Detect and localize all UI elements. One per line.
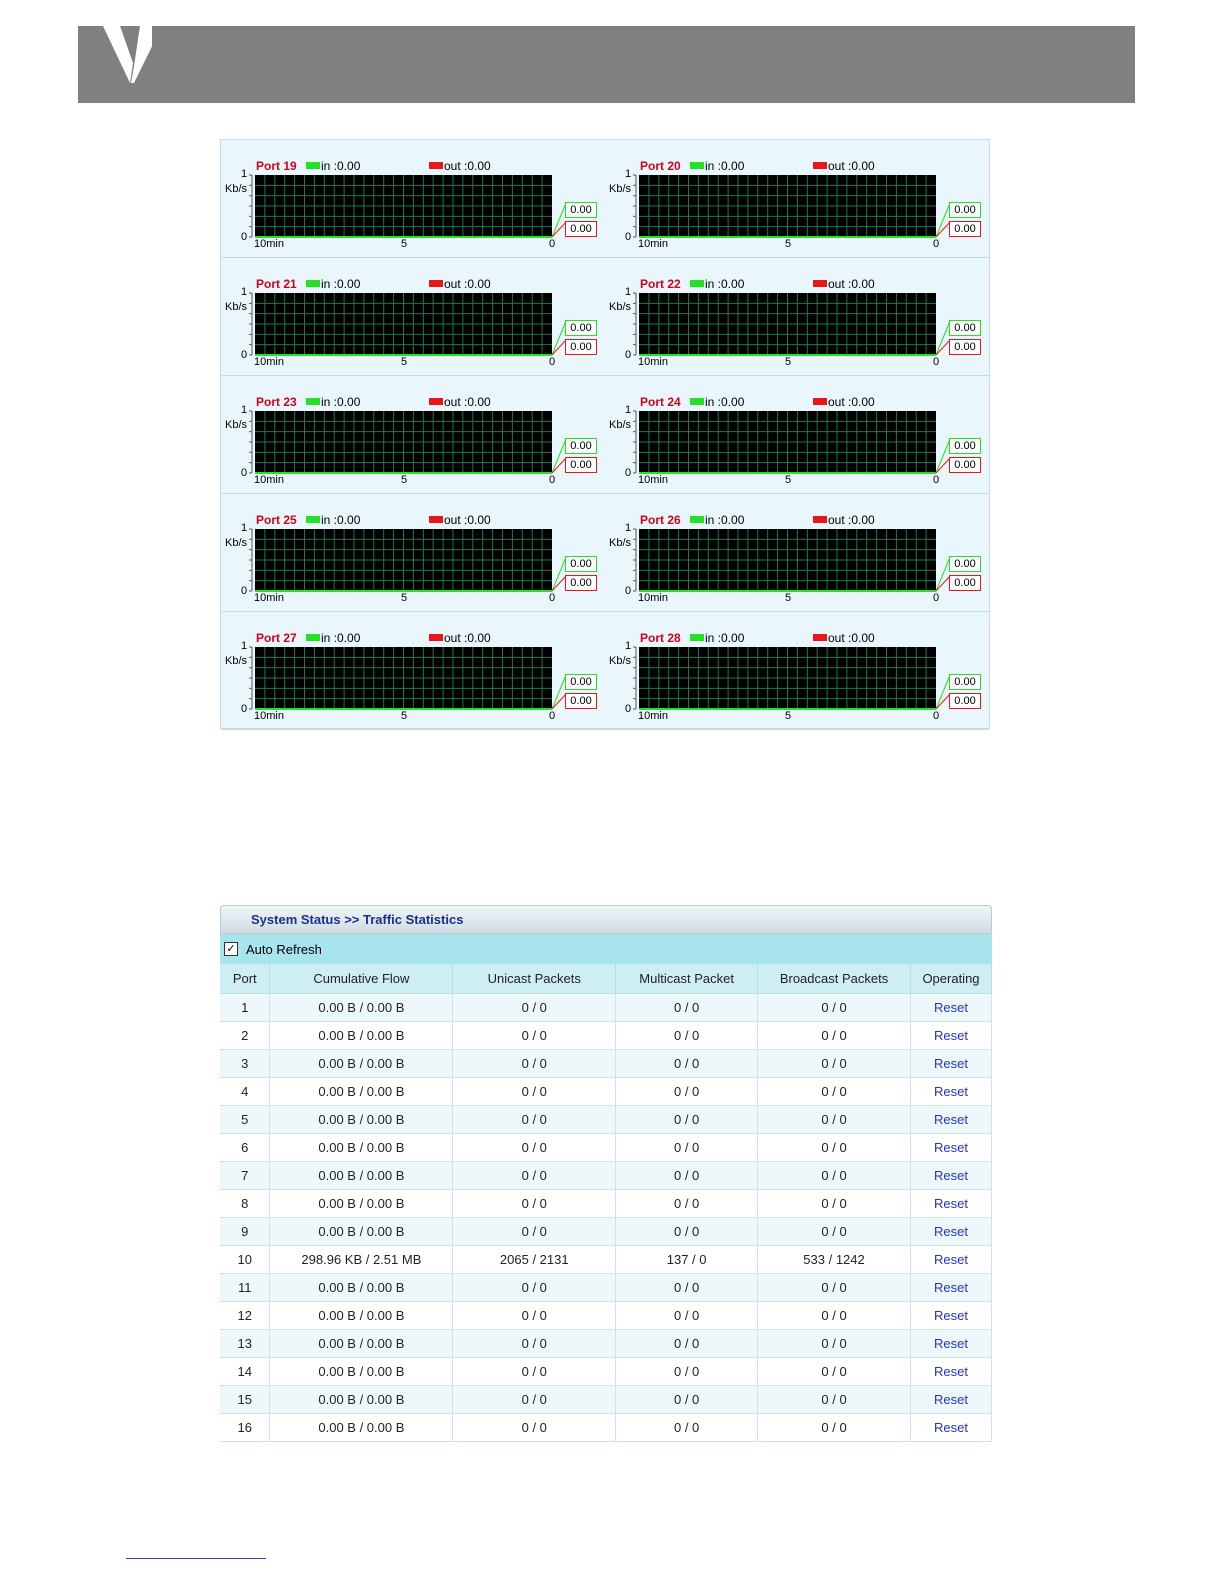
table-cell: 0.00 B / 0.00 B bbox=[270, 1078, 453, 1106]
table-cell: 0 / 0 bbox=[758, 994, 911, 1022]
table-cell: 12 bbox=[220, 1302, 270, 1330]
out-value-box: 0.00 bbox=[565, 339, 597, 355]
table-cell: 13 bbox=[220, 1330, 270, 1358]
table-cell: 0 / 0 bbox=[453, 1050, 616, 1078]
in-value-box: 0.00 bbox=[565, 320, 597, 336]
table-row bbox=[220, 1134, 992, 1162]
table-cell: 3 bbox=[220, 1050, 270, 1078]
port-label: Port 26 bbox=[640, 513, 681, 527]
column-header: Broadcast Packets bbox=[758, 964, 911, 994]
y-unit-label: Kb/s bbox=[609, 183, 632, 195]
out-value-box: 0.00 bbox=[565, 575, 597, 591]
port-label: Port 22 bbox=[640, 277, 681, 291]
in-legend: in :0.00 bbox=[321, 513, 361, 527]
x-label-end: 0 bbox=[933, 356, 940, 368]
x-label-start: 10min bbox=[638, 592, 668, 604]
table-cell: 0 / 0 bbox=[758, 1330, 911, 1358]
in-value-pointer bbox=[552, 675, 566, 709]
table-cell: 0 / 0 bbox=[758, 1190, 911, 1218]
x-label-mid: 5 bbox=[785, 592, 792, 604]
port-graph bbox=[221, 258, 605, 376]
in-legend: in :0.00 bbox=[705, 277, 745, 291]
reset-link[interactable]: Reset bbox=[910, 1358, 991, 1386]
table-cell: 0 / 0 bbox=[616, 1106, 758, 1134]
table-cell: 0 / 0 bbox=[616, 1218, 758, 1246]
out-legend-swatch bbox=[813, 634, 827, 641]
in-legend-swatch bbox=[690, 162, 704, 169]
x-label-end: 0 bbox=[549, 356, 556, 368]
table-cell: 10 bbox=[220, 1246, 270, 1274]
out-legend-swatch bbox=[813, 280, 827, 287]
reset-link[interactable]: Reset bbox=[910, 1106, 991, 1134]
table-cell: 0.00 B / 0.00 B bbox=[270, 994, 453, 1022]
table-row bbox=[220, 1274, 992, 1302]
x-label-start: 10min bbox=[638, 710, 668, 722]
out-value-pointer bbox=[552, 576, 566, 591]
table-cell: 0.00 B / 0.00 B bbox=[270, 1134, 453, 1162]
table-cell: 0 / 0 bbox=[616, 1274, 758, 1302]
in-legend: in :0.00 bbox=[321, 395, 361, 409]
in-value-box: 0.00 bbox=[949, 320, 981, 336]
table-cell: 6 bbox=[220, 1134, 270, 1162]
in-legend-swatch bbox=[690, 398, 704, 405]
y-min-label: 0 bbox=[625, 467, 632, 479]
table-cell: 0.00 B / 0.00 B bbox=[270, 1358, 453, 1386]
out-legend: out :0.00 bbox=[444, 277, 491, 291]
table-cell: 0 / 0 bbox=[758, 1386, 911, 1414]
y-unit-label: Kb/s bbox=[225, 537, 248, 549]
x-label-end: 0 bbox=[933, 238, 940, 250]
x-label-mid: 5 bbox=[401, 238, 408, 250]
x-label-start: 10min bbox=[254, 238, 284, 250]
reset-link[interactable]: Reset bbox=[910, 1274, 991, 1302]
out-value-box: 0.00 bbox=[949, 221, 981, 237]
port-label: Port 25 bbox=[256, 513, 297, 527]
out-value-box: 0.00 bbox=[565, 457, 597, 473]
port-label: Port 19 bbox=[256, 159, 297, 173]
table-cell: 0 / 0 bbox=[616, 1302, 758, 1330]
table-cell: 5 bbox=[220, 1106, 270, 1134]
table-cell: 0 / 0 bbox=[758, 1302, 911, 1330]
table-cell: 0 / 0 bbox=[616, 1386, 758, 1414]
x-label-mid: 5 bbox=[401, 710, 408, 722]
table-cell: 11 bbox=[220, 1274, 270, 1302]
in-value-pointer bbox=[552, 203, 566, 237]
in-value-box: 0.00 bbox=[949, 674, 981, 690]
graph-row bbox=[221, 258, 989, 376]
x-label-mid: 5 bbox=[401, 356, 408, 368]
table-row bbox=[220, 1386, 992, 1414]
port-label: Port 28 bbox=[640, 631, 681, 645]
out-value-pointer bbox=[936, 694, 950, 709]
out-value-pointer bbox=[552, 222, 566, 237]
graph-row bbox=[221, 494, 989, 612]
table-cell: 0 / 0 bbox=[453, 1302, 616, 1330]
in-value-box: 0.00 bbox=[949, 556, 981, 572]
table-cell: 0.00 B / 0.00 B bbox=[270, 1162, 453, 1190]
table-cell: 0.00 B / 0.00 B bbox=[270, 1302, 453, 1330]
y-min-label: 0 bbox=[241, 467, 248, 479]
table-cell: 0 / 0 bbox=[453, 1414, 616, 1442]
reset-link[interactable]: Reset bbox=[910, 1246, 991, 1274]
reset-link[interactable]: Reset bbox=[910, 1414, 991, 1442]
table-cell: 0 / 0 bbox=[758, 1358, 911, 1386]
out-value-box: 0.00 bbox=[949, 575, 981, 591]
in-value-pointer bbox=[552, 439, 566, 473]
x-label-start: 10min bbox=[254, 474, 284, 486]
y-unit-label: Kb/s bbox=[609, 301, 632, 313]
out-legend: out :0.00 bbox=[828, 277, 875, 291]
table-cell: 0 / 0 bbox=[758, 1218, 911, 1246]
traffic-statistics-table bbox=[220, 964, 992, 1442]
reset-link[interactable]: Reset bbox=[910, 1330, 991, 1358]
table-row bbox=[220, 1162, 992, 1190]
table-cell: 0.00 B / 0.00 B bbox=[270, 1106, 453, 1134]
in-value-box: 0.00 bbox=[565, 202, 597, 218]
reset-link[interactable]: Reset bbox=[910, 994, 991, 1022]
table-cell: 0 / 0 bbox=[616, 1414, 758, 1442]
x-label-start: 10min bbox=[254, 710, 284, 722]
port-graph bbox=[605, 612, 989, 730]
out-value-pointer bbox=[936, 222, 950, 237]
table-row bbox=[220, 1358, 992, 1386]
reset-link[interactable]: Reset bbox=[910, 1050, 991, 1078]
in-legend: in :0.00 bbox=[705, 159, 745, 173]
x-label-mid: 5 bbox=[401, 592, 408, 604]
port-traffic-graphs bbox=[220, 139, 990, 729]
in-legend: in :0.00 bbox=[321, 277, 361, 291]
reset-link[interactable]: Reset bbox=[910, 1386, 991, 1414]
in-value-pointer bbox=[552, 557, 566, 591]
y-min-label: 0 bbox=[625, 703, 632, 715]
table-row bbox=[220, 1190, 992, 1218]
traffic-statistics-panel bbox=[220, 905, 992, 1442]
table-cell: 2065 / 2131 bbox=[453, 1246, 616, 1274]
port-label: Port 21 bbox=[256, 277, 297, 291]
table-cell: 0.00 B / 0.00 B bbox=[270, 1218, 453, 1246]
table-cell: 16 bbox=[220, 1414, 270, 1442]
table-cell: 9 bbox=[220, 1218, 270, 1246]
out-value-box: 0.00 bbox=[565, 693, 597, 709]
x-label-start: 10min bbox=[254, 356, 284, 368]
y-max-label: 1 bbox=[241, 286, 248, 298]
out-value-pointer bbox=[552, 340, 566, 355]
table-cell: 0 / 0 bbox=[453, 1106, 616, 1134]
in-legend-swatch bbox=[306, 398, 320, 405]
auto-refresh-checkbox[interactable]: ✓ bbox=[224, 942, 238, 956]
out-legend: out :0.00 bbox=[828, 159, 875, 173]
table-row bbox=[220, 1414, 992, 1442]
column-header: Operating bbox=[910, 964, 991, 994]
in-legend-swatch bbox=[690, 516, 704, 523]
y-unit-label: Kb/s bbox=[609, 537, 632, 549]
out-value-box: 0.00 bbox=[949, 693, 981, 709]
y-unit-label: Kb/s bbox=[225, 655, 248, 667]
x-label-start: 10min bbox=[638, 238, 668, 250]
y-max-label: 1 bbox=[625, 404, 632, 416]
table-cell: 2 bbox=[220, 1022, 270, 1050]
out-legend-swatch bbox=[429, 398, 443, 405]
table-cell: 0 / 0 bbox=[453, 1162, 616, 1190]
out-legend: out :0.00 bbox=[444, 631, 491, 645]
y-unit-label: Kb/s bbox=[225, 419, 248, 431]
x-label-end: 0 bbox=[549, 238, 556, 250]
out-value-box: 0.00 bbox=[949, 339, 981, 355]
out-legend-swatch bbox=[429, 280, 443, 287]
x-label-end: 0 bbox=[549, 474, 556, 486]
table-cell: 0 / 0 bbox=[616, 1022, 758, 1050]
y-unit-label: Kb/s bbox=[225, 301, 248, 313]
table-row bbox=[220, 1106, 992, 1134]
y-max-label: 1 bbox=[241, 404, 248, 416]
breadcrumb: System Status >> Traffic Statistics bbox=[220, 905, 992, 934]
table-cell: 0.00 B / 0.00 B bbox=[270, 1190, 453, 1218]
x-label-end: 0 bbox=[933, 474, 940, 486]
column-header: Port bbox=[220, 964, 270, 994]
out-value-pointer bbox=[936, 458, 950, 473]
y-max-label: 1 bbox=[625, 640, 632, 652]
table-row bbox=[220, 1330, 992, 1358]
footer-link-rule bbox=[126, 1558, 266, 1559]
table-cell: 0 / 0 bbox=[758, 1078, 911, 1106]
port-graph bbox=[221, 612, 605, 730]
out-value-pointer bbox=[936, 576, 950, 591]
column-header: Multicast Packet bbox=[616, 964, 758, 994]
reset-link[interactable]: Reset bbox=[910, 1302, 991, 1330]
y-min-label: 0 bbox=[241, 585, 248, 597]
port-label: Port 20 bbox=[640, 159, 681, 173]
reset-link[interactable]: Reset bbox=[910, 1078, 991, 1106]
table-cell: 0 / 0 bbox=[616, 1050, 758, 1078]
table-cell: 15 bbox=[220, 1386, 270, 1414]
table-cell: 4 bbox=[220, 1078, 270, 1106]
y-min-label: 0 bbox=[625, 585, 632, 597]
y-max-label: 1 bbox=[625, 168, 632, 180]
table-cell: 0.00 B / 0.00 B bbox=[270, 1050, 453, 1078]
table-row bbox=[220, 1050, 992, 1078]
port-graph bbox=[221, 140, 605, 258]
y-min-label: 0 bbox=[625, 231, 632, 243]
out-value-box: 0.00 bbox=[565, 221, 597, 237]
in-legend: in :0.00 bbox=[321, 631, 361, 645]
table-cell: 0 / 0 bbox=[758, 1414, 911, 1442]
x-label-end: 0 bbox=[549, 592, 556, 604]
table-cell: 1 bbox=[220, 994, 270, 1022]
in-value-box: 0.00 bbox=[949, 202, 981, 218]
column-header: Cumulative Flow bbox=[270, 964, 453, 994]
in-legend-swatch bbox=[306, 280, 320, 287]
in-legend-swatch bbox=[690, 634, 704, 641]
header-bar bbox=[78, 26, 1135, 103]
port-graph bbox=[605, 376, 989, 494]
in-value-pointer bbox=[936, 557, 950, 591]
in-value-box: 0.00 bbox=[565, 438, 597, 454]
y-max-label: 1 bbox=[625, 522, 632, 534]
table-row bbox=[220, 1022, 992, 1050]
in-legend: in :0.00 bbox=[705, 513, 745, 527]
table-cell: 0 / 0 bbox=[616, 1162, 758, 1190]
table-cell: 0 / 0 bbox=[453, 1190, 616, 1218]
graph-row bbox=[221, 376, 989, 494]
auto-refresh-label: Auto Refresh bbox=[246, 941, 322, 957]
x-label-start: 10min bbox=[254, 592, 284, 604]
table-cell: 0 / 0 bbox=[453, 1078, 616, 1106]
auto-refresh-row bbox=[220, 934, 992, 964]
in-value-box: 0.00 bbox=[565, 556, 597, 572]
table-row bbox=[220, 994, 992, 1022]
port-graph bbox=[221, 376, 605, 494]
reset-link[interactable]: Reset bbox=[910, 1022, 991, 1050]
graph-row bbox=[221, 140, 989, 258]
table-cell: 0 / 0 bbox=[453, 1386, 616, 1414]
table-cell: 0 / 0 bbox=[758, 1274, 911, 1302]
x-label-mid: 5 bbox=[785, 238, 792, 250]
table-cell: 8 bbox=[220, 1190, 270, 1218]
y-min-label: 0 bbox=[241, 349, 248, 361]
x-label-end: 0 bbox=[933, 710, 940, 722]
table-row bbox=[220, 1078, 992, 1106]
out-value-pointer bbox=[552, 694, 566, 709]
in-legend-swatch bbox=[690, 280, 704, 287]
table-cell: 137 / 0 bbox=[616, 1246, 758, 1274]
in-value-pointer bbox=[936, 675, 950, 709]
port-graph bbox=[221, 494, 605, 612]
table-cell: 0 / 0 bbox=[616, 1330, 758, 1358]
reset-link[interactable]: Reset bbox=[910, 1190, 991, 1218]
table-row bbox=[220, 1246, 992, 1274]
table-cell: 7 bbox=[220, 1162, 270, 1190]
column-header: Unicast Packets bbox=[453, 964, 616, 994]
table-cell: 298.96 KB / 2.51 MB bbox=[270, 1246, 453, 1274]
in-value-pointer bbox=[936, 203, 950, 237]
out-legend-swatch bbox=[429, 634, 443, 641]
y-min-label: 0 bbox=[241, 703, 248, 715]
in-value-pointer bbox=[936, 439, 950, 473]
out-legend: out :0.00 bbox=[444, 395, 491, 409]
table-cell: 0 / 0 bbox=[616, 1358, 758, 1386]
in-legend-swatch bbox=[306, 634, 320, 641]
table-cell: 0 / 0 bbox=[616, 1078, 758, 1106]
out-legend-swatch bbox=[813, 398, 827, 405]
out-legend: out :0.00 bbox=[444, 159, 491, 173]
y-min-label: 0 bbox=[241, 231, 248, 243]
out-legend-swatch bbox=[429, 516, 443, 523]
x-label-start: 10min bbox=[638, 474, 668, 486]
in-legend-swatch bbox=[306, 516, 320, 523]
reset-link[interactable]: Reset bbox=[910, 1134, 991, 1162]
table-cell: 14 bbox=[220, 1358, 270, 1386]
in-legend: in :0.00 bbox=[705, 395, 745, 409]
x-label-mid: 5 bbox=[785, 356, 792, 368]
table-cell: 0.00 B / 0.00 B bbox=[270, 1330, 453, 1358]
y-max-label: 1 bbox=[625, 286, 632, 298]
table-cell: 0 / 0 bbox=[758, 1050, 911, 1078]
out-legend: out :0.00 bbox=[828, 631, 875, 645]
table-row bbox=[220, 1218, 992, 1246]
table-cell: 0 / 0 bbox=[616, 1190, 758, 1218]
y-unit-label: Kb/s bbox=[225, 183, 248, 195]
out-legend-swatch bbox=[813, 516, 827, 523]
y-unit-label: Kb/s bbox=[609, 419, 632, 431]
in-value-box: 0.00 bbox=[949, 438, 981, 454]
table-row bbox=[220, 1302, 992, 1330]
table-cell: 0 / 0 bbox=[453, 1218, 616, 1246]
out-legend-swatch bbox=[429, 162, 443, 169]
out-legend-swatch bbox=[813, 162, 827, 169]
table-cell: 0 / 0 bbox=[616, 1134, 758, 1162]
port-label: Port 24 bbox=[640, 395, 681, 409]
x-label-mid: 5 bbox=[401, 474, 408, 486]
out-legend: out :0.00 bbox=[828, 395, 875, 409]
in-value-pointer bbox=[552, 321, 566, 355]
x-label-end: 0 bbox=[933, 592, 940, 604]
table-cell: 0.00 B / 0.00 B bbox=[270, 1414, 453, 1442]
table-cell: 533 / 1242 bbox=[758, 1246, 911, 1274]
in-legend-swatch bbox=[306, 162, 320, 169]
out-legend: out :0.00 bbox=[828, 513, 875, 527]
out-value-pointer bbox=[552, 458, 566, 473]
y-max-label: 1 bbox=[241, 522, 248, 534]
port-label: Port 23 bbox=[256, 395, 297, 409]
x-label-start: 10min bbox=[638, 356, 668, 368]
table-cell: 0 / 0 bbox=[453, 994, 616, 1022]
in-legend: in :0.00 bbox=[321, 159, 361, 173]
table-cell: 0.00 B / 0.00 B bbox=[270, 1386, 453, 1414]
table-cell: 0 / 0 bbox=[453, 1274, 616, 1302]
y-min-label: 0 bbox=[625, 349, 632, 361]
port-graph bbox=[605, 258, 989, 376]
reset-link[interactable]: Reset bbox=[910, 1162, 991, 1190]
table-cell: 0 / 0 bbox=[453, 1022, 616, 1050]
port-graph bbox=[605, 140, 989, 258]
table-cell: 0.00 B / 0.00 B bbox=[270, 1022, 453, 1050]
table-cell: 0 / 0 bbox=[453, 1134, 616, 1162]
reset-link[interactable]: Reset bbox=[910, 1218, 991, 1246]
port-label: Port 27 bbox=[256, 631, 297, 645]
table-cell: 0 / 0 bbox=[758, 1106, 911, 1134]
in-legend: in :0.00 bbox=[705, 631, 745, 645]
table-cell: 0 / 0 bbox=[758, 1134, 911, 1162]
table-cell: 0 / 0 bbox=[616, 994, 758, 1022]
in-value-pointer bbox=[936, 321, 950, 355]
x-label-mid: 5 bbox=[785, 474, 792, 486]
x-label-end: 0 bbox=[549, 710, 556, 722]
in-value-box: 0.00 bbox=[565, 674, 597, 690]
table-cell: 0 / 0 bbox=[758, 1022, 911, 1050]
table-cell: 0 / 0 bbox=[453, 1330, 616, 1358]
table-cell: 0.00 B / 0.00 B bbox=[270, 1274, 453, 1302]
v-logo-icon bbox=[90, 26, 152, 86]
table-cell: 0 / 0 bbox=[758, 1162, 911, 1190]
out-value-pointer bbox=[936, 340, 950, 355]
table-cell: 0 / 0 bbox=[453, 1358, 616, 1386]
graph-row bbox=[221, 612, 989, 730]
y-max-label: 1 bbox=[241, 168, 248, 180]
x-label-mid: 5 bbox=[785, 710, 792, 722]
port-graph bbox=[605, 494, 989, 612]
out-value-box: 0.00 bbox=[949, 457, 981, 473]
y-unit-label: Kb/s bbox=[609, 655, 632, 667]
out-legend: out :0.00 bbox=[444, 513, 491, 527]
table-header-row bbox=[220, 964, 992, 994]
y-max-label: 1 bbox=[241, 640, 248, 652]
